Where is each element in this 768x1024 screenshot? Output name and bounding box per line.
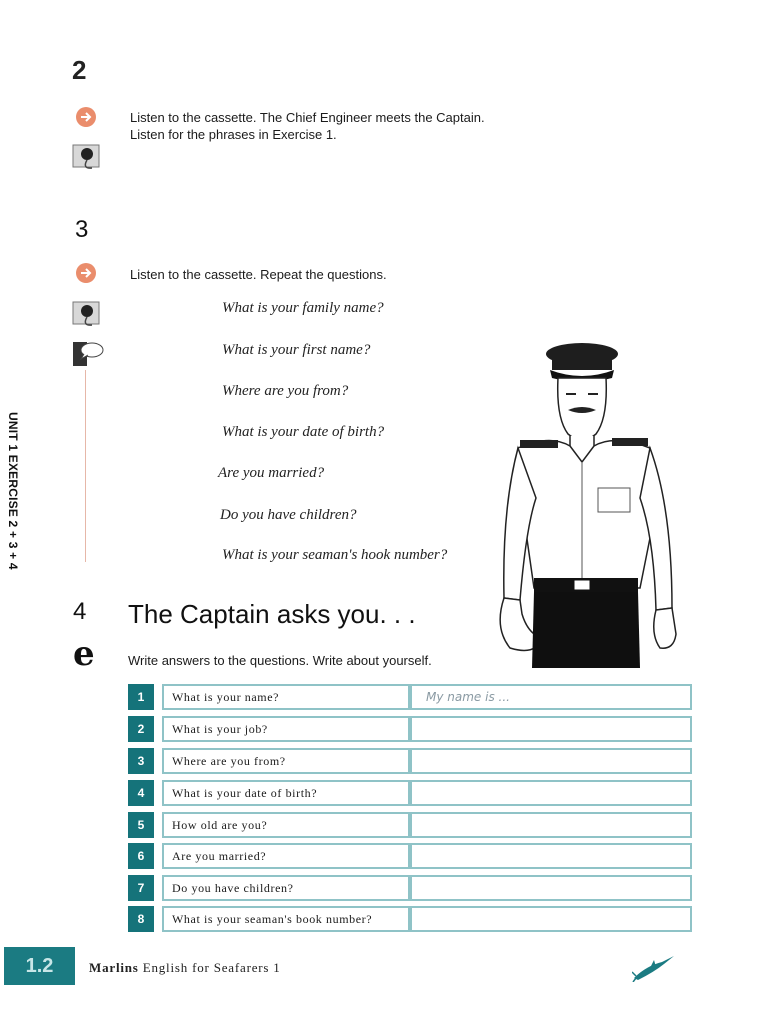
row-number: 7: [128, 875, 154, 901]
captain-illustration: [490, 338, 685, 668]
headphones-icon: [72, 143, 98, 169]
row-number: 2: [128, 716, 154, 742]
writing-e-icon: e: [73, 634, 95, 674]
answer-field[interactable]: [410, 812, 692, 838]
row-question: What is your seaman's book number?: [162, 906, 410, 932]
exercise-2-instruction-line2: Listen for the phrases in Exercise 1.: [130, 127, 337, 142]
answer-row: [128, 684, 678, 710]
answer-row: [128, 748, 678, 774]
headphones-icon: [72, 300, 98, 326]
footer-book-title: English for Seafarers 1: [142, 960, 281, 975]
answer-field[interactable]: [410, 843, 692, 869]
question-item: Where are you from?: [222, 383, 349, 399]
row-question: Where are you from?: [162, 748, 410, 774]
exercise-2-instruction: [130, 109, 485, 143]
row-question: What is your date of birth?: [162, 780, 410, 806]
exercise-4-instruction: Write answers to the questions. Write about yourself.: [128, 653, 432, 668]
question-item: What is your first name?: [222, 342, 371, 358]
row-question: Are you married?: [162, 843, 410, 869]
answer-row: [128, 812, 678, 838]
answer-row: [128, 716, 678, 742]
marlin-fish-icon: [632, 952, 676, 982]
row-number: 6: [128, 843, 154, 869]
exercise-2-instruction-line1: Listen to the cassette. The Chief Engineer meets the Captain.: [130, 110, 485, 125]
footer-title: [89, 960, 281, 976]
question-item: Are you married?: [218, 465, 325, 481]
side-unit-label: UNIT 1 EXERCISE 2 + 3 + 4: [6, 412, 20, 570]
answer-field[interactable]: My name is ...: [410, 684, 692, 710]
arrow-right-icon: [76, 107, 96, 127]
exercise-4-title: The Captain asks you. . .: [128, 599, 416, 629]
question-item: Do you have children?: [220, 507, 357, 523]
row-question: How old are you?: [162, 812, 410, 838]
answer-field[interactable]: [410, 875, 692, 901]
answer-field[interactable]: [410, 780, 692, 806]
exercise-4-number: 4: [73, 598, 87, 625]
exercise-2-number: 2: [72, 55, 87, 85]
question-item: What is your date of birth?: [222, 424, 385, 440]
speech-bubble-icon: [72, 340, 98, 366]
answer-field[interactable]: [410, 748, 692, 774]
footer-brand: Marlins: [89, 960, 139, 975]
answer-row: [128, 780, 678, 806]
divider-line: [85, 370, 86, 562]
row-number: 8: [128, 906, 154, 932]
answer-field[interactable]: [410, 906, 692, 932]
answer-row: [128, 906, 678, 932]
answer-row: [128, 843, 678, 869]
question-item: What is your seaman's hook number?: [222, 547, 448, 563]
answer-field[interactable]: [410, 716, 692, 742]
answer-row: [128, 875, 678, 901]
arrow-right-icon: [76, 263, 96, 283]
page-number-badge: 1.2: [4, 947, 75, 985]
question-item: What is your family name?: [222, 300, 384, 316]
row-number: 4: [128, 780, 154, 806]
row-question: What is your name?: [162, 684, 410, 710]
row-number: 5: [128, 812, 154, 838]
exercise-3-number: 3: [75, 216, 89, 243]
exercise-3-instruction: Listen to the cassette. Repeat the questions.: [130, 267, 387, 282]
row-number: 1: [128, 684, 154, 710]
row-question: What is your job?: [162, 716, 410, 742]
row-number: 3: [128, 748, 154, 774]
row-question: Do you have children?: [162, 875, 410, 901]
